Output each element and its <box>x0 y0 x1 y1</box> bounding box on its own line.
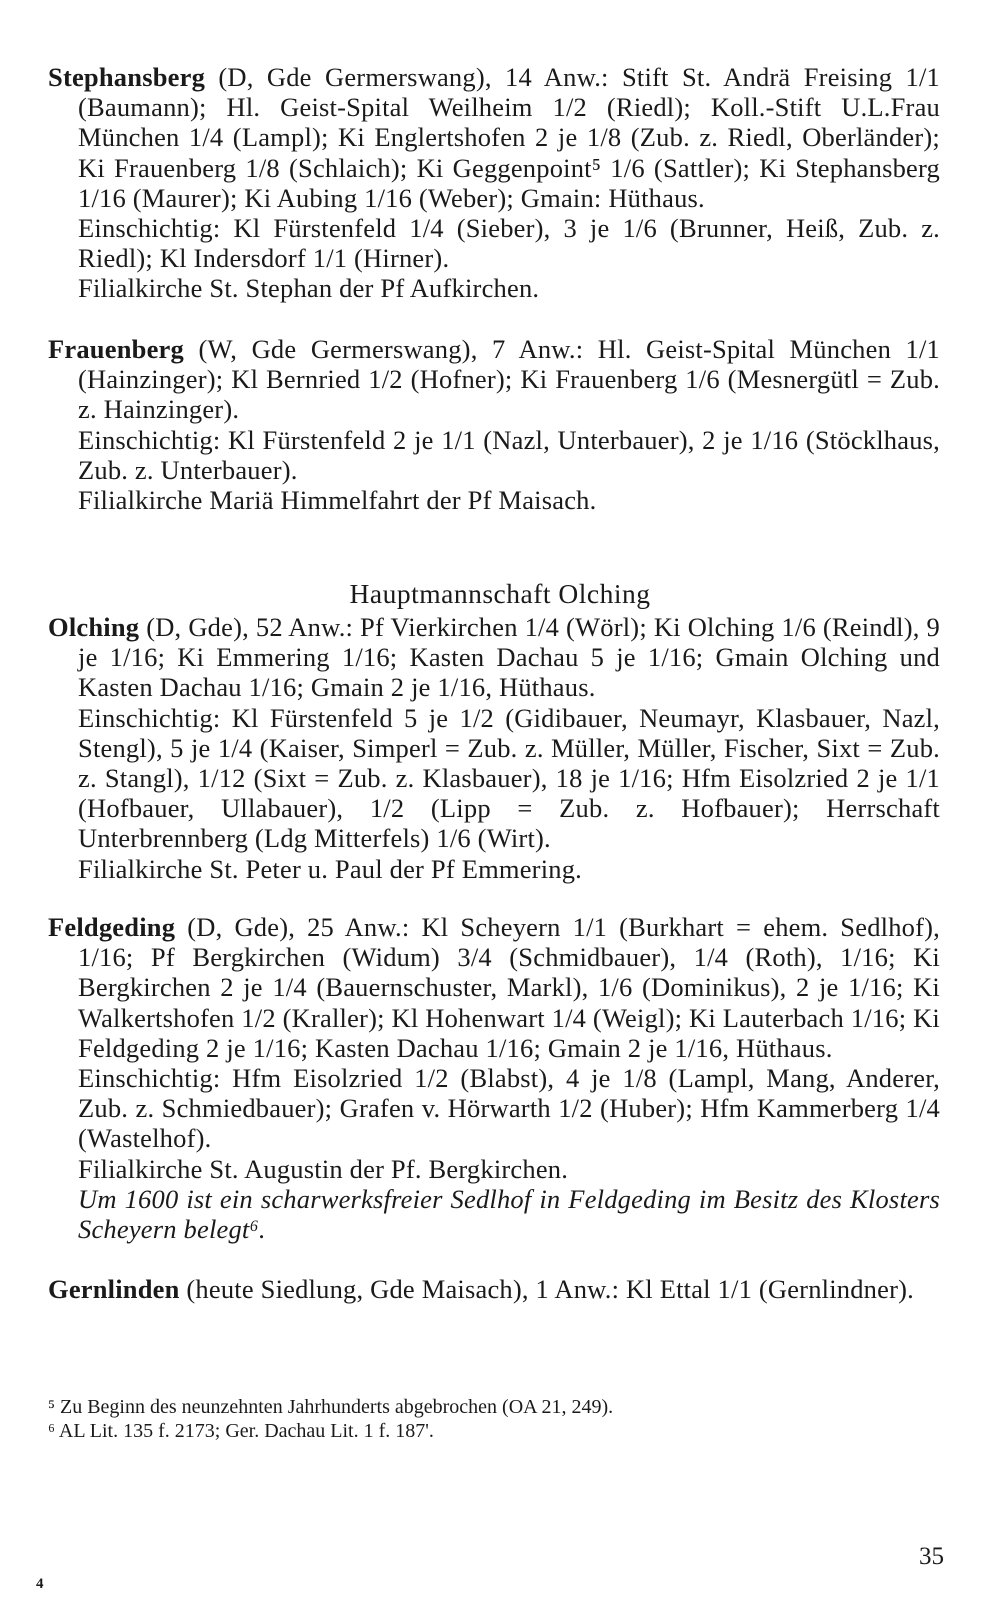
entry-filialkirche: Filialkirche St. Peter u. Paul der Pf Emmering. <box>78 853 582 884</box>
footnote-6: ⁶ AL Lit. 135 f. 2173; Ger. Dachau Lit. 1 f. 187'. <box>48 1420 434 1442</box>
entry-einschichtig: Einschichtig: Kl Fürstenfeld 2 je 1/1 (Nazl, Unterbauer), 2 je 1/16 (Stöcklhaus, Zub. z. Unterbauer). <box>78 424 940 485</box>
entry-einschichtig: Einschichtig: Hfm Eisolzried 1/2 (Blabst), 4 je 1/8 (Lampl, Mang, Anderer, Zub. z. Schmiedbauer); Grafen v. Hörwarth 1/2 (Huber); Hfm Kammerberg 1/4 (Wastelhof). <box>78 1063 940 1154</box>
place-name: Olching <box>48 612 140 642</box>
entry-frauenberg <box>48 334 940 515</box>
page-number: 35 <box>919 1543 944 1570</box>
entry-main-paragraph <box>48 62 940 213</box>
entry-einschichtig: Einschichtig: Kl Fürstenfeld 1/4 (Sieber), 3 je 1/6 (Brunner, Heiß, Zub. z. Riedl); Kl Indersdorf 1/1 (Hirner). <box>78 213 940 274</box>
place-name: Frauenberg <box>48 334 184 364</box>
footnotes <box>48 1395 940 1443</box>
signature-mark: 4 <box>36 1576 44 1592</box>
footnote-5: ⁵ Zu Beginn des neunzehnten Jahrhunderts abgebrochen (OA 21, 249). <box>48 1396 614 1418</box>
place-name: Feldgeding <box>48 912 176 942</box>
place-name: Gernlinden <box>48 1274 180 1304</box>
entry-filialkirche: Filialkirche St. Stephan der Pf Aufkirchen. <box>78 273 540 304</box>
entry-text: (W, Gde Germerswang), 7 Anw.: Hl. Geist-Spital München 1/1 (Hainzinger); Kl Bernried 1/2 (Hofner); Ki Frauenberg 1/6 (Mesnergütl = Zub. z. Hainzinger). <box>78 334 940 425</box>
entry-gernlinden <box>48 1274 940 1304</box>
section-heading: Hauptmannschaft Olching <box>349 578 651 609</box>
entry-text: (D, Gde), 52 Anw.: Pf Vierkirchen 1/4 (Wörl); Ki Olching 1/6 (Reindl), 9 je 1/16; Ki Emmering 1/16; Kasten Dachau 5 je 1/16; Gmain Olching und Kasten Dachau 1/16; Gmain 2 je 1/16, Hüthaus. <box>78 612 940 703</box>
entry-main-paragraph <box>48 334 940 425</box>
entry-main-paragraph <box>48 912 940 1063</box>
place-name: Stephansberg <box>48 62 206 92</box>
entry-italic-note: Um 1600 ist ein scharwerksfreier Sedlhof in Feldgeding im Besitz des Klosters Scheyern belegt⁶. <box>78 1183 940 1245</box>
entry-main-paragraph <box>48 1274 940 1304</box>
entry-einschichtig: Einschichtig: Kl Fürstenfeld 5 je 1/2 (Gidibauer, Neumayr, Klasbauer, Nazl, Stengl), 5 je 1/4 (Kaiser, Simperl = Zub. z. Müller, Müller, Fischer, Sixt = Zub. z. Stangl), 1/12 (Sixt = Zub. z. Klasbauer), 18 je 1/16; Hfm Eisolzried 2 je 1/1 (Hofbauer, Ullabauer), 1/2 (Lipp = Zub. z. Hofbauer); Herrschaft Unterbrennberg (Ldg Mitterfels) 1/6 (Wirt). <box>78 702 940 854</box>
entry-olching <box>48 612 940 884</box>
entry-feldgeding <box>48 912 940 1244</box>
entry-filialkirche: Filialkirche St. Augustin der Pf. Bergkirchen. <box>78 1153 569 1184</box>
entry-filialkirche: Filialkirche Mariä Himmelfahrt der Pf Maisach. <box>78 485 597 516</box>
entry-text: (D, Gde Germerswang), 14 Anw.: Stift St. Andrä Freising 1/1 (Baumann); Hl. Geist-Spital Weilheim 1/2 (Riedl); Koll.-Stift U.L.Frau München 1/4 (Lampl); Ki Englertshofen 2 je 1/8 (Zub. z. Riedl, Oberländer); Ki Frauenberg 1/8 (Schlaich); Ki Geggenpoint⁵ 1/6 (Sattler); Ki Stephansberg 1/16 (Maurer); Ki Aubing 1/16 (Weber); Gmain: Hüthaus. <box>78 62 940 213</box>
entry-stephansberg <box>48 62 940 304</box>
entry-main-paragraph <box>48 612 940 703</box>
entry-text: (D, Gde), 25 Anw.: Kl Scheyern 1/1 (Burkhart = ehem. Sedlhof), 1/16; Pf Bergkirchen (Widum) 3/4 (Schmidbauer), 1/4 (Roth), 1/16; Ki Bergkirchen 2 je 1/4 (Bauernschuster, Markl), 1/6 (Dominikus), 2 je 1/16; Ki Walkertshofen 1/2 (Kraller); Kl Hohenwart 1/4 (Weigl); Ki Lauterbach 1/16; Ki Feldgeding 2 je 1/16; Kasten Dachau 1/16; Gmain 2 je 1/16, Hüthaus. <box>78 912 940 1063</box>
entry-text: (heute Siedlung, Gde Maisach), 1 Anw.: Kl Ettal 1/1 (Gernlindner). <box>179 1274 914 1304</box>
